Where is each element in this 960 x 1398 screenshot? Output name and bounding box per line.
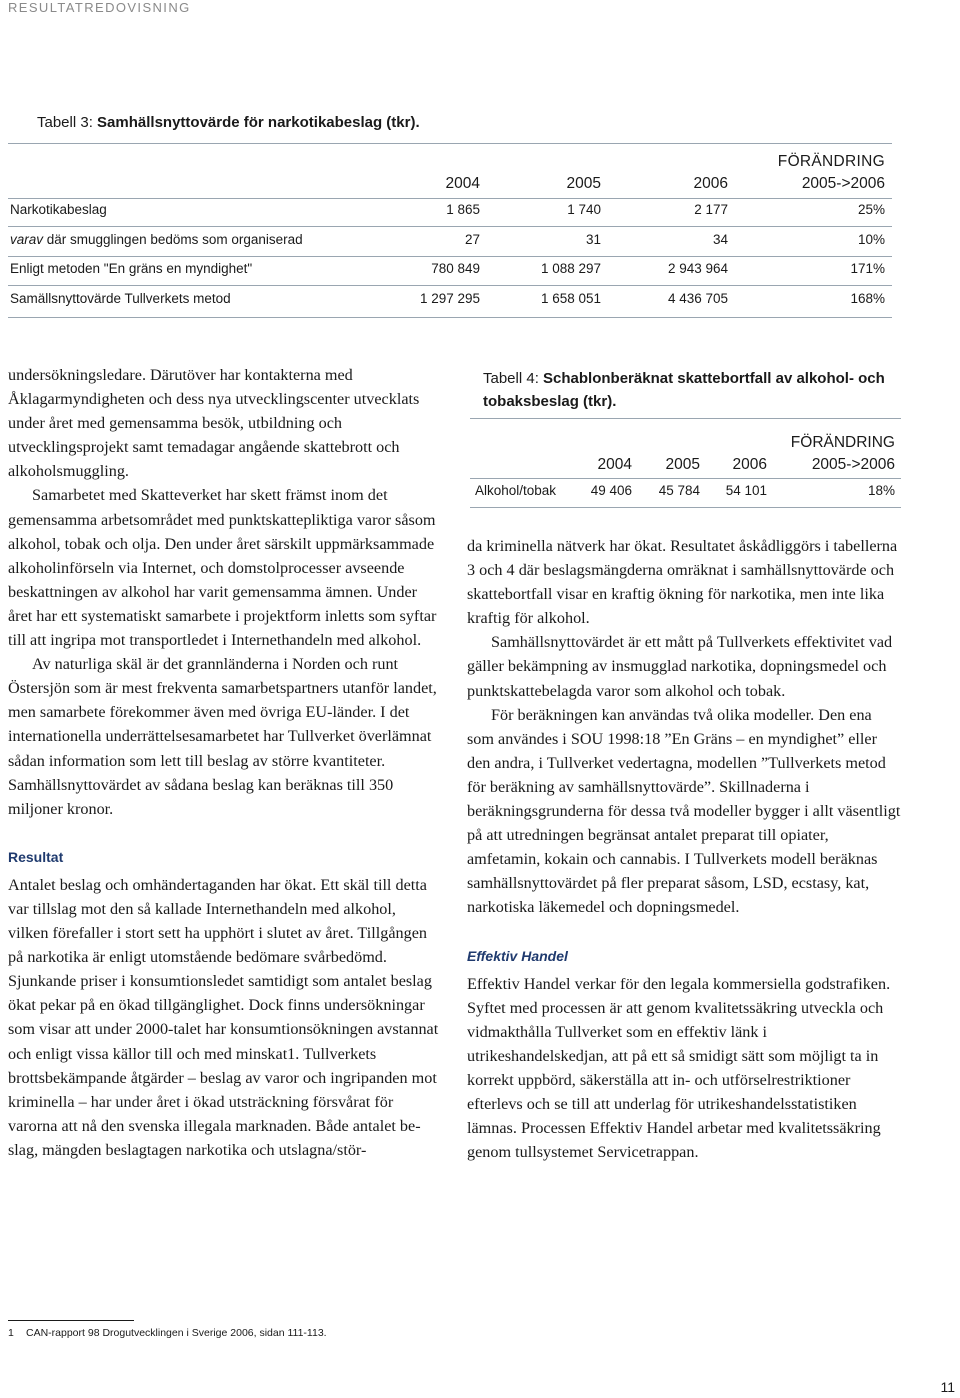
table4-top-rule bbox=[470, 418, 901, 419]
table4-bottom-rule bbox=[470, 507, 901, 508]
table3-year-2005: 2005 bbox=[566, 175, 601, 192]
paragraph: Antalet beslag och omhändertaganden har ökat. Ett skäl till detta var tillslag mot den så kallade Internethandeln med alkohol, vilken förefaller i stort sett ha upphört i slutet av året. Tillgången på narkotika är enligt utomstående bedömare svårbedömd. Sjunkande priser i konsumtionsledet samtidigt som antalet beslag ökat pekar på en ökad tillgänglighet. Dock finns undersökningar som visar att under 2000-talet har konsumtionsökningen avstannat och enligt vissa källor till och med minskat1. Tullverkets brottsbekämpande åtgärder – beslag av varor och ingripanden mot kriminella – har under året i ökad utsträckning försvårat för varorna att nå den svenska illegala marknaden. Både antalet beslag, mängden beslagtagen narkotika och utslagna/stör- bbox=[8, 875, 439, 1159]
table4-title: Tabell 4: Schablonberäknat skattebortfall av alkohol- och tobaksbeslag (tkr). bbox=[483, 370, 885, 410]
footnote bbox=[8, 1327, 327, 1339]
table4-year-2006: 2006 bbox=[732, 456, 767, 473]
table4-year-2005: 2005 bbox=[665, 456, 700, 473]
cell-2005: 1 740 bbox=[567, 202, 601, 217]
row-label: Narkotikabeslag bbox=[10, 202, 107, 217]
cell-2006: 2 177 bbox=[694, 202, 728, 217]
section-header: RESULTATREDOVISNING bbox=[8, 0, 191, 15]
table3-change-header: FÖRÄNDRING bbox=[777, 153, 885, 170]
table3-bottom-rule bbox=[8, 317, 892, 318]
table3-year-2006: 2006 bbox=[693, 175, 728, 192]
cell-change: 171% bbox=[850, 261, 885, 276]
cell-2005: 31 bbox=[585, 232, 601, 247]
row-label: Alkohol/tobak bbox=[475, 483, 557, 498]
paragraph: Samhällsnyttovärdet är ett mått på Tullverkets effektivitet vad gäller bekämpning av insmugglad narkotika, dopningsmedel och punktskattebelagda varor som alkohol och tobak. bbox=[467, 633, 893, 700]
table3-top-rule bbox=[8, 143, 892, 144]
cell-change: 25% bbox=[857, 202, 885, 217]
row-label: Enligt metoden "En gräns en myndighet" bbox=[10, 261, 253, 276]
table3-change-range: 2005->2006 bbox=[801, 175, 885, 192]
row-divider bbox=[8, 226, 892, 227]
section-heading-effektiv-handel: Effektiv Handel bbox=[467, 947, 568, 964]
cell-2004: 1 297 295 bbox=[419, 291, 480, 306]
page-number: 11 bbox=[940, 1379, 955, 1395]
table4-head-rule bbox=[470, 478, 901, 479]
footnote-text: CAN-rapport 98 Drogutvecklingen i Sverige 2006, sidan 111-113. bbox=[26, 1327, 327, 1339]
row-divider bbox=[8, 256, 892, 257]
cell-2004: 1 865 bbox=[446, 202, 480, 217]
section-heading-resultat: Resultat bbox=[8, 848, 64, 865]
cell-2004: 49 406 bbox=[590, 483, 632, 498]
footnote-rule bbox=[8, 1320, 134, 1321]
row-label: Samällsnyttovärde Tullverkets metod bbox=[10, 291, 231, 306]
cell-2006: 34 bbox=[712, 232, 728, 247]
row-label: varav där smugglingen bedöms som organiserad bbox=[10, 232, 303, 247]
cell-change: 10% bbox=[857, 232, 885, 247]
cell-2004: 780 849 bbox=[431, 261, 480, 276]
table3-head-rule bbox=[8, 198, 892, 199]
table4-change-range: 2005->2006 bbox=[811, 456, 895, 473]
paragraph: Samarbetet med Skatteverket har skett främst inom det gemensamma arbetsområdet med punktskattepliktiga varor såsom alkohol, tobak och olja. Den under året särskilt uppmärksammade alkoholinförseln via Internet, och domstolprocesser avseende beskattningen av alkohol har varit gemensamma ämnen. Under året har ett systematiskt samarbete i projektform inletts som syftar till att ingripa mot transportledet i Internethandeln med alkohol. bbox=[8, 486, 437, 650]
row-divider bbox=[8, 285, 892, 286]
paragraph: Av naturliga skäl är det grannländerna i Norden och runt Östersjön som är mest frekventa samarbetspartners utanför landet, men samarbete förekommer även med övriga EU-länder. I det internationella underrättelsesamarbetet har Tullverket överlämnat sådan information som lett till beslag av större kvantiteter. Samhällsnyttovärdet av sådana beslag kan beräknas till 350 miljoner kronor. bbox=[8, 655, 437, 818]
right-column bbox=[467, 534, 901, 1164]
cell-2006: 54 101 bbox=[725, 483, 767, 498]
cell-2004: 27 bbox=[464, 232, 480, 247]
cell-change: 168% bbox=[850, 291, 885, 306]
footnote-number: 1 bbox=[8, 1327, 14, 1339]
cell-2005: 1 088 297 bbox=[540, 261, 601, 276]
cell-2006: 4 436 705 bbox=[667, 291, 728, 306]
left-column bbox=[8, 363, 440, 1162]
paragraph: undersökningsledare. Därutöver har kontakterna med Åklagarmyndigheten och dess nya utvecklingscenter utvecklats under året med gemensamma besök, utbildning och utvecklingsprojekt samt temadagar angående skattebrott och alkoholsmuggling. bbox=[8, 366, 420, 481]
table4-change-header: FÖRÄNDRING bbox=[790, 434, 895, 451]
table3-year-2004: 2004 bbox=[445, 175, 480, 192]
paragraph: För beräkningen kan användas två olika modeller. Den ena som användes i SOU 1998:18 ”En Gräns – en myndighet” eller den andra, i Tullverket vedertagna, modellen ”Tullverkets metod för beräkning av samhällsnyttovärde”. Skillnaderna i beräkningsgrunderna för dessa två modeller bygger i allt väsentligt på att utredningen begränsat antalet preparat till opiater, amfetamin, kokain och cannabis. I Tullverkets modell beräknas samhällsnyttovärdet på fler preparat såsom, LSD, ecstasy, kat, narkotiska läkemedel och dopningsmedel. bbox=[467, 705, 901, 917]
cell-2005: 1 658 051 bbox=[540, 291, 601, 306]
cell-change: 18% bbox=[867, 483, 895, 498]
table4-year-2004: 2004 bbox=[597, 456, 632, 473]
paragraph: Effektiv Handel verkar för den legala kommersiella godstrafiken. Syftet med processen är att genom kvalitetssäkring utveckla och vidmakthålla Tullverket som en effektiv länk i utrikeshandelskedjan, att på ett så smidigt sätt som möjligt ta in korrekt uppbörd, säkerställa att in- och utförselrestriktioner efterlevs och se till att underlag för utrikeshandelsstatistiken lämnas. Processen Effektiv Handel arbetar med kvalitetssäkring genom tullsystemet Servicetrappan. bbox=[467, 974, 891, 1162]
cell-2006: 2 943 964 bbox=[667, 261, 728, 276]
cell-2005: 45 784 bbox=[658, 483, 700, 498]
table3-title: Tabell 3: Samhällsnyttovärde för narkotikabeslag (tkr). bbox=[37, 114, 420, 131]
paragraph: da kriminella nätverk har ökat. Resultatet åskådliggörs i tabellerna 3 och 4 där beslagsmängderna omräknat i samhällsnyttovärde och skattebortfall visar en kraftig ökning för narkotika, men inte lika kraftig för alkohol. bbox=[467, 537, 898, 628]
